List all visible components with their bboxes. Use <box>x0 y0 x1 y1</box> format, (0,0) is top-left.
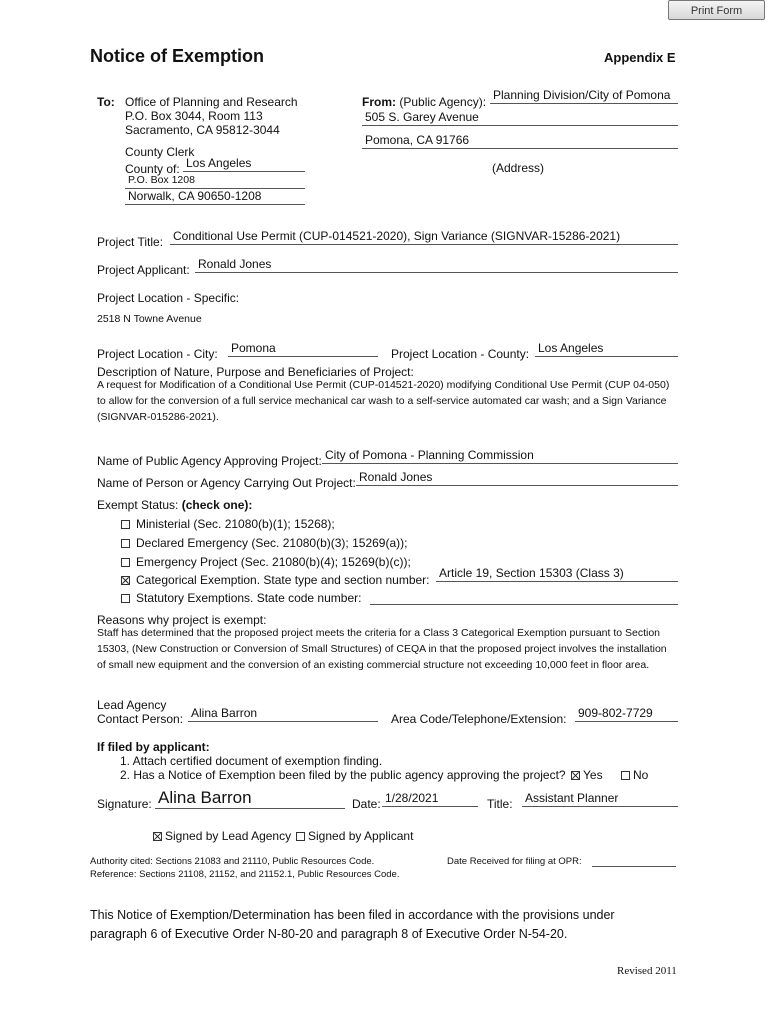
phone-field[interactable]: 909-802-7729 <box>575 706 678 722</box>
location-city-field[interactable]: Pomona <box>228 341 378 357</box>
exempt-option-declared-emergency[interactable]: Declared Emergency (Sec. 21080(b)(3); 15269(a)); <box>121 536 407 550</box>
lead-agency-label: Lead Agency <box>97 698 167 712</box>
checkbox-icon[interactable] <box>621 771 630 780</box>
signature-field[interactable]: Alina Barron <box>155 788 345 809</box>
to-line-3: Sacramento, CA 95812-3044 <box>125 123 280 137</box>
signature-label: Signature: <box>97 797 152 811</box>
description-label: Description of Nature, Purpose and Beneficiaries of Project: <box>97 365 414 379</box>
reasons-label: Reasons why project is exempt: <box>97 613 267 627</box>
checkbox-checked-icon[interactable] <box>571 771 580 780</box>
project-title-label: Project Title: <box>97 235 164 249</box>
county-address-1-field[interactable]: P.O. Box 1208 <box>125 173 305 189</box>
checkbox-icon[interactable] <box>121 594 130 603</box>
print-form-button[interactable]: Print Form <box>668 0 765 20</box>
location-city-label: Project Location - City: <box>97 347 218 361</box>
phone-label: Area Code/Telephone/Extension: <box>391 712 567 726</box>
date-received-label: Date Received for filing at OPR: <box>447 856 582 867</box>
to-line-1: Office of Planning and Research <box>125 95 298 109</box>
from-sublabel: (Public Agency): <box>399 95 487 109</box>
checkbox-icon[interactable] <box>121 520 130 529</box>
date-field[interactable]: 1/28/2021 <box>382 791 478 807</box>
approving-agency-field[interactable]: City of Pomona - Planning Commission <box>322 448 678 464</box>
checkbox-checked-icon[interactable] <box>153 832 162 841</box>
date-label: Date: <box>352 797 381 811</box>
signed-by-applicant-option[interactable]: Signed by Applicant <box>296 829 413 843</box>
date-received-field[interactable] <box>592 855 676 867</box>
title-field[interactable]: Assistant Planner <box>522 791 678 807</box>
reasons-text[interactable]: Staff has determined that the proposed project meets the criteria for a Class 3 Categorical Exemption pursuant to Section 15303, (New Construction or Conversion of Small Structures) of CEQA in that the proposed project involves the installation of small new equipment and the conversion of an existing commercial structure not exceeding 10,000 feet in floor area. <box>97 627 667 671</box>
checkbox-icon[interactable] <box>296 832 305 841</box>
location-county-field[interactable]: Los Angeles <box>535 341 678 357</box>
title-label: Title: <box>487 797 513 811</box>
from-agency-field[interactable]: Planning Division/City of Pomona <box>490 88 678 104</box>
project-title-field[interactable]: Conditional Use Permit (CUP-014521-2020), Sign Variance (SIGNVAR-15286-2021) <box>170 229 678 245</box>
exempt-option-ministerial[interactable]: Ministerial (Sec. 21080(b)(1); 15268); <box>121 517 335 531</box>
approving-agency-label: Name of Public Agency Approving Project: <box>97 454 322 468</box>
exempt-option-statutory[interactable]: Statutory Exemptions. State code number: <box>121 591 361 605</box>
location-county-label: Project Location - County: <box>391 347 530 361</box>
applicant-item-1: 1. Attach certified document of exemption finding. <box>120 754 383 768</box>
county-address-2-field[interactable]: Norwalk, CA 90650-1208 <box>125 189 305 205</box>
authority-line-1: Authority cited: Sections 21083 and 21110, Public Resources Code. <box>90 856 375 867</box>
checkbox-icon[interactable] <box>121 539 130 548</box>
applicant-heading: If filed by applicant: <box>97 740 210 754</box>
project-applicant-label: Project Applicant: <box>97 263 190 277</box>
statutory-code-field[interactable] <box>370 589 678 605</box>
page-title: Notice of Exemption <box>90 46 265 66</box>
address-caption: (Address) <box>492 161 545 175</box>
exempt-option-categorical[interactable]: Categorical Exemption. State type and section number: <box>121 573 430 587</box>
from-label-group <box>362 95 486 109</box>
executive-order-note: This Notice of Exemption/Determination has been filed in accordance with the provisions under paragraph 6 of Executive Order N-80-20 and paragraph 8 of Executive Order N-54-20. <box>90 908 615 941</box>
from-address-2-field[interactable]: Pomona, CA 91766 <box>362 133 678 149</box>
to-label: To: <box>97 95 115 109</box>
yes-option[interactable]: Yes <box>571 768 603 782</box>
no-option[interactable]: No <box>621 768 648 782</box>
carrying-out-label: Name of Person or Agency Carrying Out Project: <box>97 476 356 490</box>
location-specific-value[interactable]: 2518 N Towne Avenue <box>97 313 202 325</box>
from-label: From: <box>362 95 396 109</box>
to-line-2: P.O. Box 3044, Room 113 <box>125 109 263 123</box>
from-address-1-field[interactable]: 505 S. Garey Avenue <box>362 110 678 126</box>
exempt-status-label-group <box>97 498 252 512</box>
county-of-field[interactable]: Los Angeles <box>183 156 305 172</box>
contact-person-label: Contact Person: <box>97 712 184 726</box>
contact-person-field[interactable]: Alina Barron <box>188 706 378 722</box>
signed-by-lead-option[interactable]: Signed by Lead Agency <box>153 829 291 843</box>
county-clerk-label: County Clerk <box>125 145 195 159</box>
carrying-out-field[interactable]: Ronald Jones <box>356 470 678 486</box>
checkbox-icon[interactable] <box>121 558 130 567</box>
categorical-section-field[interactable]: Article 19, Section 15303 (Class 3) <box>436 566 678 582</box>
exempt-option-emergency-project[interactable]: Emergency Project (Sec. 21080(b)(4); 15269(b)(c)); <box>121 555 411 569</box>
authority-line-2: Reference: Sections 21108, 21152, and 21152.1, Public Resources Code. <box>90 869 400 880</box>
project-applicant-field[interactable]: Ronald Jones <box>195 257 678 273</box>
description-text[interactable]: A request for Modification of a Conditional Use Permit (CUP-014521-2020) modifying Conditional Use Permit (CUP 04-050) to allow for the conversion of a full service mechanical car wash to a self-service automated car wash; and a Sign Variance (SIGNVAR-015286-2021). <box>97 379 670 423</box>
location-specific-label: Project Location - Specific: <box>97 291 240 305</box>
exempt-status-label: Exempt Status: <box>97 498 179 512</box>
revised-label: Revised 2011 <box>617 965 677 977</box>
county-of-label: County of: <box>125 162 180 176</box>
appendix-label: Appendix E <box>604 50 676 65</box>
applicant-item-2: 2. Has a Notice of Exemption been filed by the public agency approving the project? <box>120 768 566 782</box>
exempt-status-hint: (check one): <box>181 498 253 512</box>
checkbox-checked-icon[interactable] <box>121 576 130 585</box>
